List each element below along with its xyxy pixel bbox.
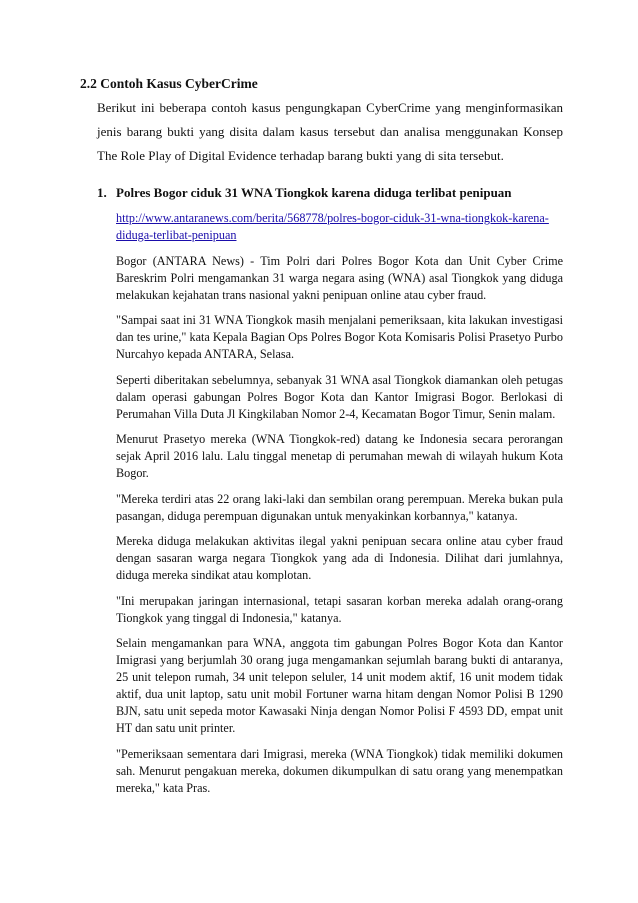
article-paragraph: Selain mengamankan para WNA, anggota tim gabungan Polres Bogor Kota dan Kantor Imigrasi yang berjumlah 30 orang juga mengamankan sejumlah barang bukti di antaranya, 25 unit telepon rumah, 34 unit telepon seluler, 14 unit modem aktif, 16 unit modem tidak aktif, dua unit laptop, satu unit mobil Fortuner warna hitam dengan Nomor Polisi B 1290 BJN, satu unit sepeda motor Kawasaki Ninja dengan Nomor Polisi F 4593 DD, empat unit HT dan satu unit printer. xyxy=(116,636,563,735)
section-heading: 2.2 Contoh Kasus CyberCrime xyxy=(80,76,258,91)
article-body xyxy=(116,210,563,805)
article-paragraph: Seperti diberitakan sebelumnya, sebanyak 31 WNA asal Tiongkok diamankan oleh petugas dalam operasi gabungan Polres Bogor Kota dan Kantor Imigrasi Bogor. Berlokasi di Perumahan Villa Duta Jl Kingkilaban Nomor 2-4, Kecamatan Bogor Timur, Senin malam. xyxy=(116,372,563,421)
item-number: 1. xyxy=(97,185,107,200)
item-title xyxy=(97,184,563,202)
article-paragraph: "Sampai saat ini 31 WNA Tiongkok masih menjalani pemeriksaan, kita lakukan investigasi dan tes urine," kata Kepala Bagian Ops Polres Bogor Kota Komisaris Polisi Prasetyo Purbo Nurcahyo kepada ANTARA, Selasa. xyxy=(116,313,563,361)
article-paragraph: "Pemeriksaan sementara dari Imigrasi, mereka (WNA Tiongkok) tidak memiliki dokumen sah. Menurut pengakuan mereka, dokumen dikumpulkan di satu orang yang menempatkan mereka," kata Pras. xyxy=(116,746,563,795)
article-paragraph: Bogor (ANTARA News) - Tim Polri dari Polres Bogor Kota dan Unit Cyber Crime Bareskrim Polri mengamankan 31 warga negara asing (WNA) asal Tiongkok yang diduga melakukan kejahatan trans nasional yakni penipuan online atau cyber fraud. xyxy=(116,253,563,302)
article-paragraph: Menurut Prasetyo mereka (WNA Tiongkok-red) datang ke Indonesia secara perorangan sejak April 2016 lalu. Lalu tinggal menetap di perumahan mewah di wilayah hukum Kota Bogor. xyxy=(116,432,563,480)
article-paragraph: "Ini merupakan jaringan internasional, tetapi sasaran korban mereka adalah orang-orang Tiongkok yang tinggal di Indonesia," katanya. xyxy=(116,593,563,625)
intro-paragraph: Berikut ini beberapa contoh kasus pengungkapan CyberCrime yang menginformasikan jenis barang bukti yang disita dalam kasus tersebut dan analisa menggunakan Konsep The Role Play of Digital Evidence terhadap barang bukti yang di sita tersebut. xyxy=(97,100,563,163)
article-paragraph: Mereka diduga melakukan aktivitas ilegal yakni penipuan secara online atau cyber fraud dengan sasaran warga negara Tiongkok yang ada di Indonesia. Dilihat dari jumlahnya, diduga mereka sindikat atau komplotan. xyxy=(116,534,563,582)
article-paragraph: "Mereka terdiri atas 22 orang laki-laki dan sembilan orang perempuan. Mereka bukan pula pasangan, diduga perempuan digunakan untuk menyakinkan korbannya," katanya. xyxy=(116,491,563,523)
item-title-text: Polres Bogor ciduk 31 WNA Tiongkok karena diduga terlibat penipuan xyxy=(116,185,512,200)
source-link[interactable]: http://www.antaranews.com/berita/568778/polres-bogor-ciduk-31-wna-tiongkok-karena-diduga-terlibat-penipuan xyxy=(116,211,549,242)
